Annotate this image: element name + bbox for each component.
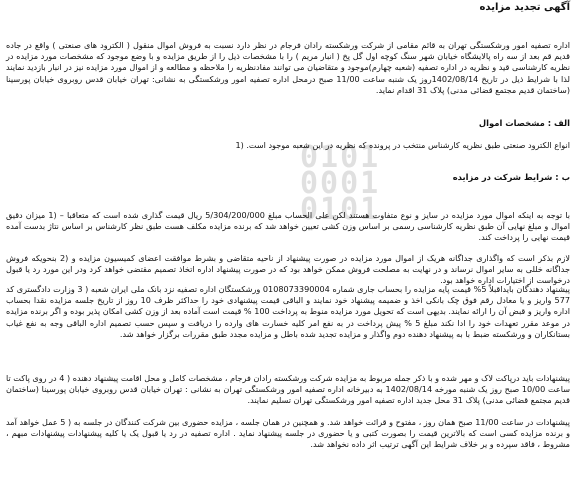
terms-heading: ب : شرایط شرکت در مزایده <box>452 172 570 182</box>
binary-watermark: 0101 0001 0101 <box>300 140 381 227</box>
specs-heading: الف : مشخصات اموال <box>478 118 570 128</box>
term-3: پیشنهاد دهندگان بایداقبلاً 5% قیمت پایه مزایده را بحساب جاری شماره 0108073390004 ورشکستگان اداره تصفیه نزد بانک ملی ایران شعبه ( 3 وزارت دادگستری کد 577 واریز و یا معادل رقم فوق چک بانکی اخذ و ضمیمه پیشنهاد خود نمایند و الباقی قیمت پیشنهادی خود را حداکثر ظرف 10 روز از تاریخ جلسه مزایده نقدا بحساب اداره واریز و قبض آن را ارائه نمایند. بدیهی است که تحویل مورد مزایده منوط به پرداخت 100 % قیمت است آماده بعد از وزن کشی امکان پذیر بوده و اگر برنده مزایده در موعد مقرر تعهدات خود را ادا نکند مبلغ 5 % پیش پرداخت در به نفع امر کلیه خسارت های وارده را دریافت و سپس حسب تصمیم اداره الباقی وجه به نفع غیاب بستانکاران و ورشکسته ضبط با به پیشنهاد دهنده دوم واگذار و مزایده تجدید شده باطل و مزایده مجدد طبق مقررات برگزار خواهد شد. <box>6 284 571 339</box>
term-5: پیشنهادات در ساعت 11/00 صبح همان روز ، مفتوح و قرائت خواهد شد. و همچنین در همان جلسه ، مزایده حضوری بین شرکت کنندگان در جلسه به ( 5 عمل خواهد آمد و برنده مزایده کسی است که بالاترین قیمت را بصورت کتبی و یا حضوری در جلسه پیشنهاد نماید . اداره تصفیه در رد یا قبول یک یا کلیه پیشنهادات پیشنهادات مبهم ، مشروط ، فاقد سپرده و یر خلاف شرایط این آگهی ترتیب اثر داده نخواهد شد. <box>6 417 570 450</box>
intro-paragraph: اداره تصفیه امور ورشکستگی تهران به قائم مقامی از شرکت ورشکسته رادان فرجام در نظر دارد نسبت به فروش اموال منقول ( الکترود های صنعتی ) واقع در جاده قدیم قم بعد از سه راه پالایشگاه خیابان شهر سنگ کوچه اول گل پخ ( انبار مریم ) را با مشخصات ذیل را از طریق مزایده و با وضع موجود که مشخصات مورد مزایده در نظریه کارشناسی قید و نظریه در اداره تصفیه (شعبه چهارم)موجود و متقاضیان می توانند مفادنظریه را ملاحظه و مطالعه و از اموال مورد مزایده نیز در انبار بازدید نمایند لذا با شرایط ذیل در تاریخ 1402/08/14روز یک شنبه ساعت 11/00 صبح درمحل اداره تصفیه امور ورشکستگی به نشانی: تهران خیابان قدس روبروی خیابان پورسینا (ساختمان قدیم مجتمع قضائی مدنی) پلاک 31 اقدام نماید. <box>6 40 570 95</box>
term-2: لازم بذکر است که واگذاری جداگانه هریک از اموال مورد مزایده در صورت پیشنهاد از ناحیه متقاضی و بشرط موافقت اعضای کمیسیون مزایده و (2 بنحویکه فروش جداگانه خللی به سایر اموال نرساند و در نهایت به مصلحت فروش ممکن خواهد بود که در صورت پیشنهاد اداره اتخاذ تصمیم مقتضی خواهد کرد ودر این مورد رد یا قبول درخواست از اختیارات اداره خواهد بود. <box>6 253 571 286</box>
notice-title: آگهی تجدید مزایده <box>479 2 570 13</box>
term-1: با توجه به اینکه اموال مورد مزایده در سایز و نوع متفاوت هستند لکن علی الحساب مبلغ 5/304/200/000 ریال قیمت گذاری شده است که متعاقبا – (1 میزان دقیق اموال و مبلغ نهایی آن طبق نظریه کارشناسی رسمی بر اساس وزن کشی تعیین خواهد شد که برنده مزایده مکلف هست طبق نظر کارشناس بر اساس نتاژ بدست آمده قیمت نهایی را پرداخت کند. <box>6 210 570 243</box>
term-4: پیشنهادات باید درپاکت لاک و مهر شده و با ذکر جمله مربوط به مزایده شرکت ورشکسته رادان فرجام ، مشخصات کامل و محل اقامت پیشنهاد دهنده ( 4 در روی پاکت تا ساعت 10/00 صبح روز یک شنبه مورخه 1402/08/14 به دبیرخانه اداره تصفیه امور ورشکستگی تهران به نشانی : تهران خیابان قدس روبروی خیابان پورسینا (ساختمان قدیم مجتمع قضائی مدنی) پلاک 31 محل جدید اداره تصفیه امور ورشکستگی تهران تسلیم نمایند. <box>6 373 570 406</box>
spec-item-1: انواع الکترود صنعتی طبق نظریه کارشناس منتخب در پرونده که نظریه در این شعبه موجود است. (1 <box>235 140 570 150</box>
